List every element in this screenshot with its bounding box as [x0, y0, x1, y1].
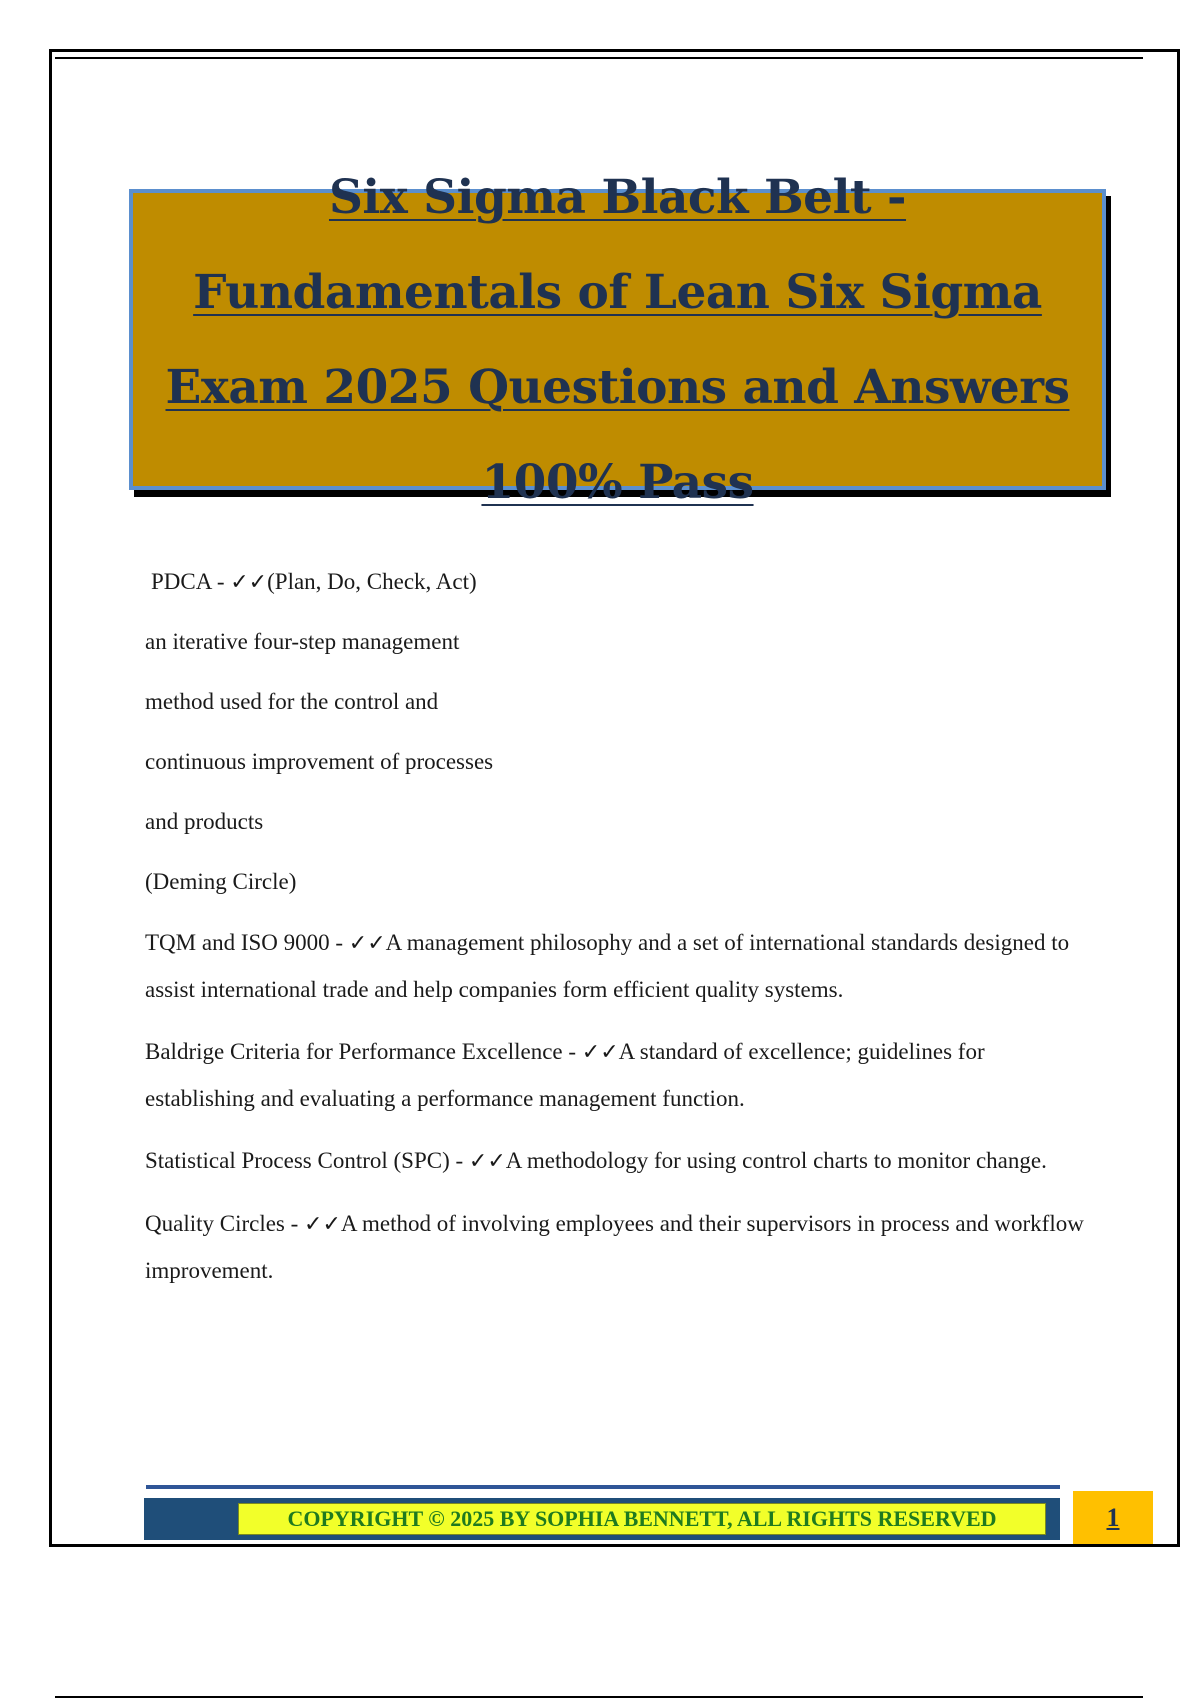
footer-rule	[146, 1485, 1060, 1489]
copyright-notice: COPYRIGHT © 2025 BY SOPHIA BENNETT, ALL RIGHTS RESERVED	[238, 1503, 1046, 1535]
entry-definition: A methodology for using control charts to monitor change.	[505, 1148, 1047, 1173]
pdca-term: PDCA -	[151, 569, 231, 594]
entry-term: Baldrige Criteria for Performance Excellence -	[145, 1039, 582, 1064]
qa-entry-tqm	[145, 920, 1095, 1013]
entry-term: Quality Circles -	[145, 1211, 305, 1236]
pdca-definition-head: (Plan, Do, Check, Act)	[267, 569, 477, 594]
page-bottom-rule	[55, 1696, 1143, 1698]
pdca-line: an iterative four-step management	[145, 629, 460, 654]
pdca-line: (Deming Circle)	[145, 869, 297, 894]
check-mark-icon: ✓✓	[348, 931, 386, 956]
check-mark-icon: ✓✓	[581, 1040, 619, 1065]
check-mark-icon: ✓✓	[230, 570, 268, 595]
entry-definition: A management philosophy and a set of international standards designed to assist international trade and help companies form efficient quality systems.	[145, 930, 1070, 1002]
pdca-line: method used for the control and	[145, 689, 439, 714]
pdca-line: and products	[145, 809, 264, 834]
page-number: 1	[1073, 1491, 1153, 1544]
entry-term: Statistical Process Control (SPC) -	[145, 1148, 469, 1173]
header-rule	[55, 57, 1143, 59]
qa-entry-spc	[145, 1138, 1095, 1185]
qa-entry-baldrige	[145, 1029, 1095, 1122]
check-mark-icon: ✓✓	[468, 1149, 506, 1174]
qa-entry-quality-circles	[145, 1201, 1095, 1294]
document-title: Six Sigma Black Belt - Fundamentals of Lean Six Sigma Exam 2025 Questions and Answers 100% Pass	[165, 169, 1070, 510]
entry-term: TQM and ISO 9000 -	[145, 930, 349, 955]
check-mark-icon: ✓✓	[304, 1212, 341, 1237]
entry-definition: A standard of excellence; guidelines for establishing and evaluating a performance management function.	[145, 1039, 985, 1111]
pdca-line: continuous improvement of processes	[145, 749, 494, 774]
pdca-term-line	[145, 560, 1095, 620]
entry-definition: A method of involving employees and their supervisors in process and workflow improvement.	[145, 1211, 1084, 1283]
title-box	[129, 169, 1106, 510]
qa-content	[145, 560, 1095, 1310]
